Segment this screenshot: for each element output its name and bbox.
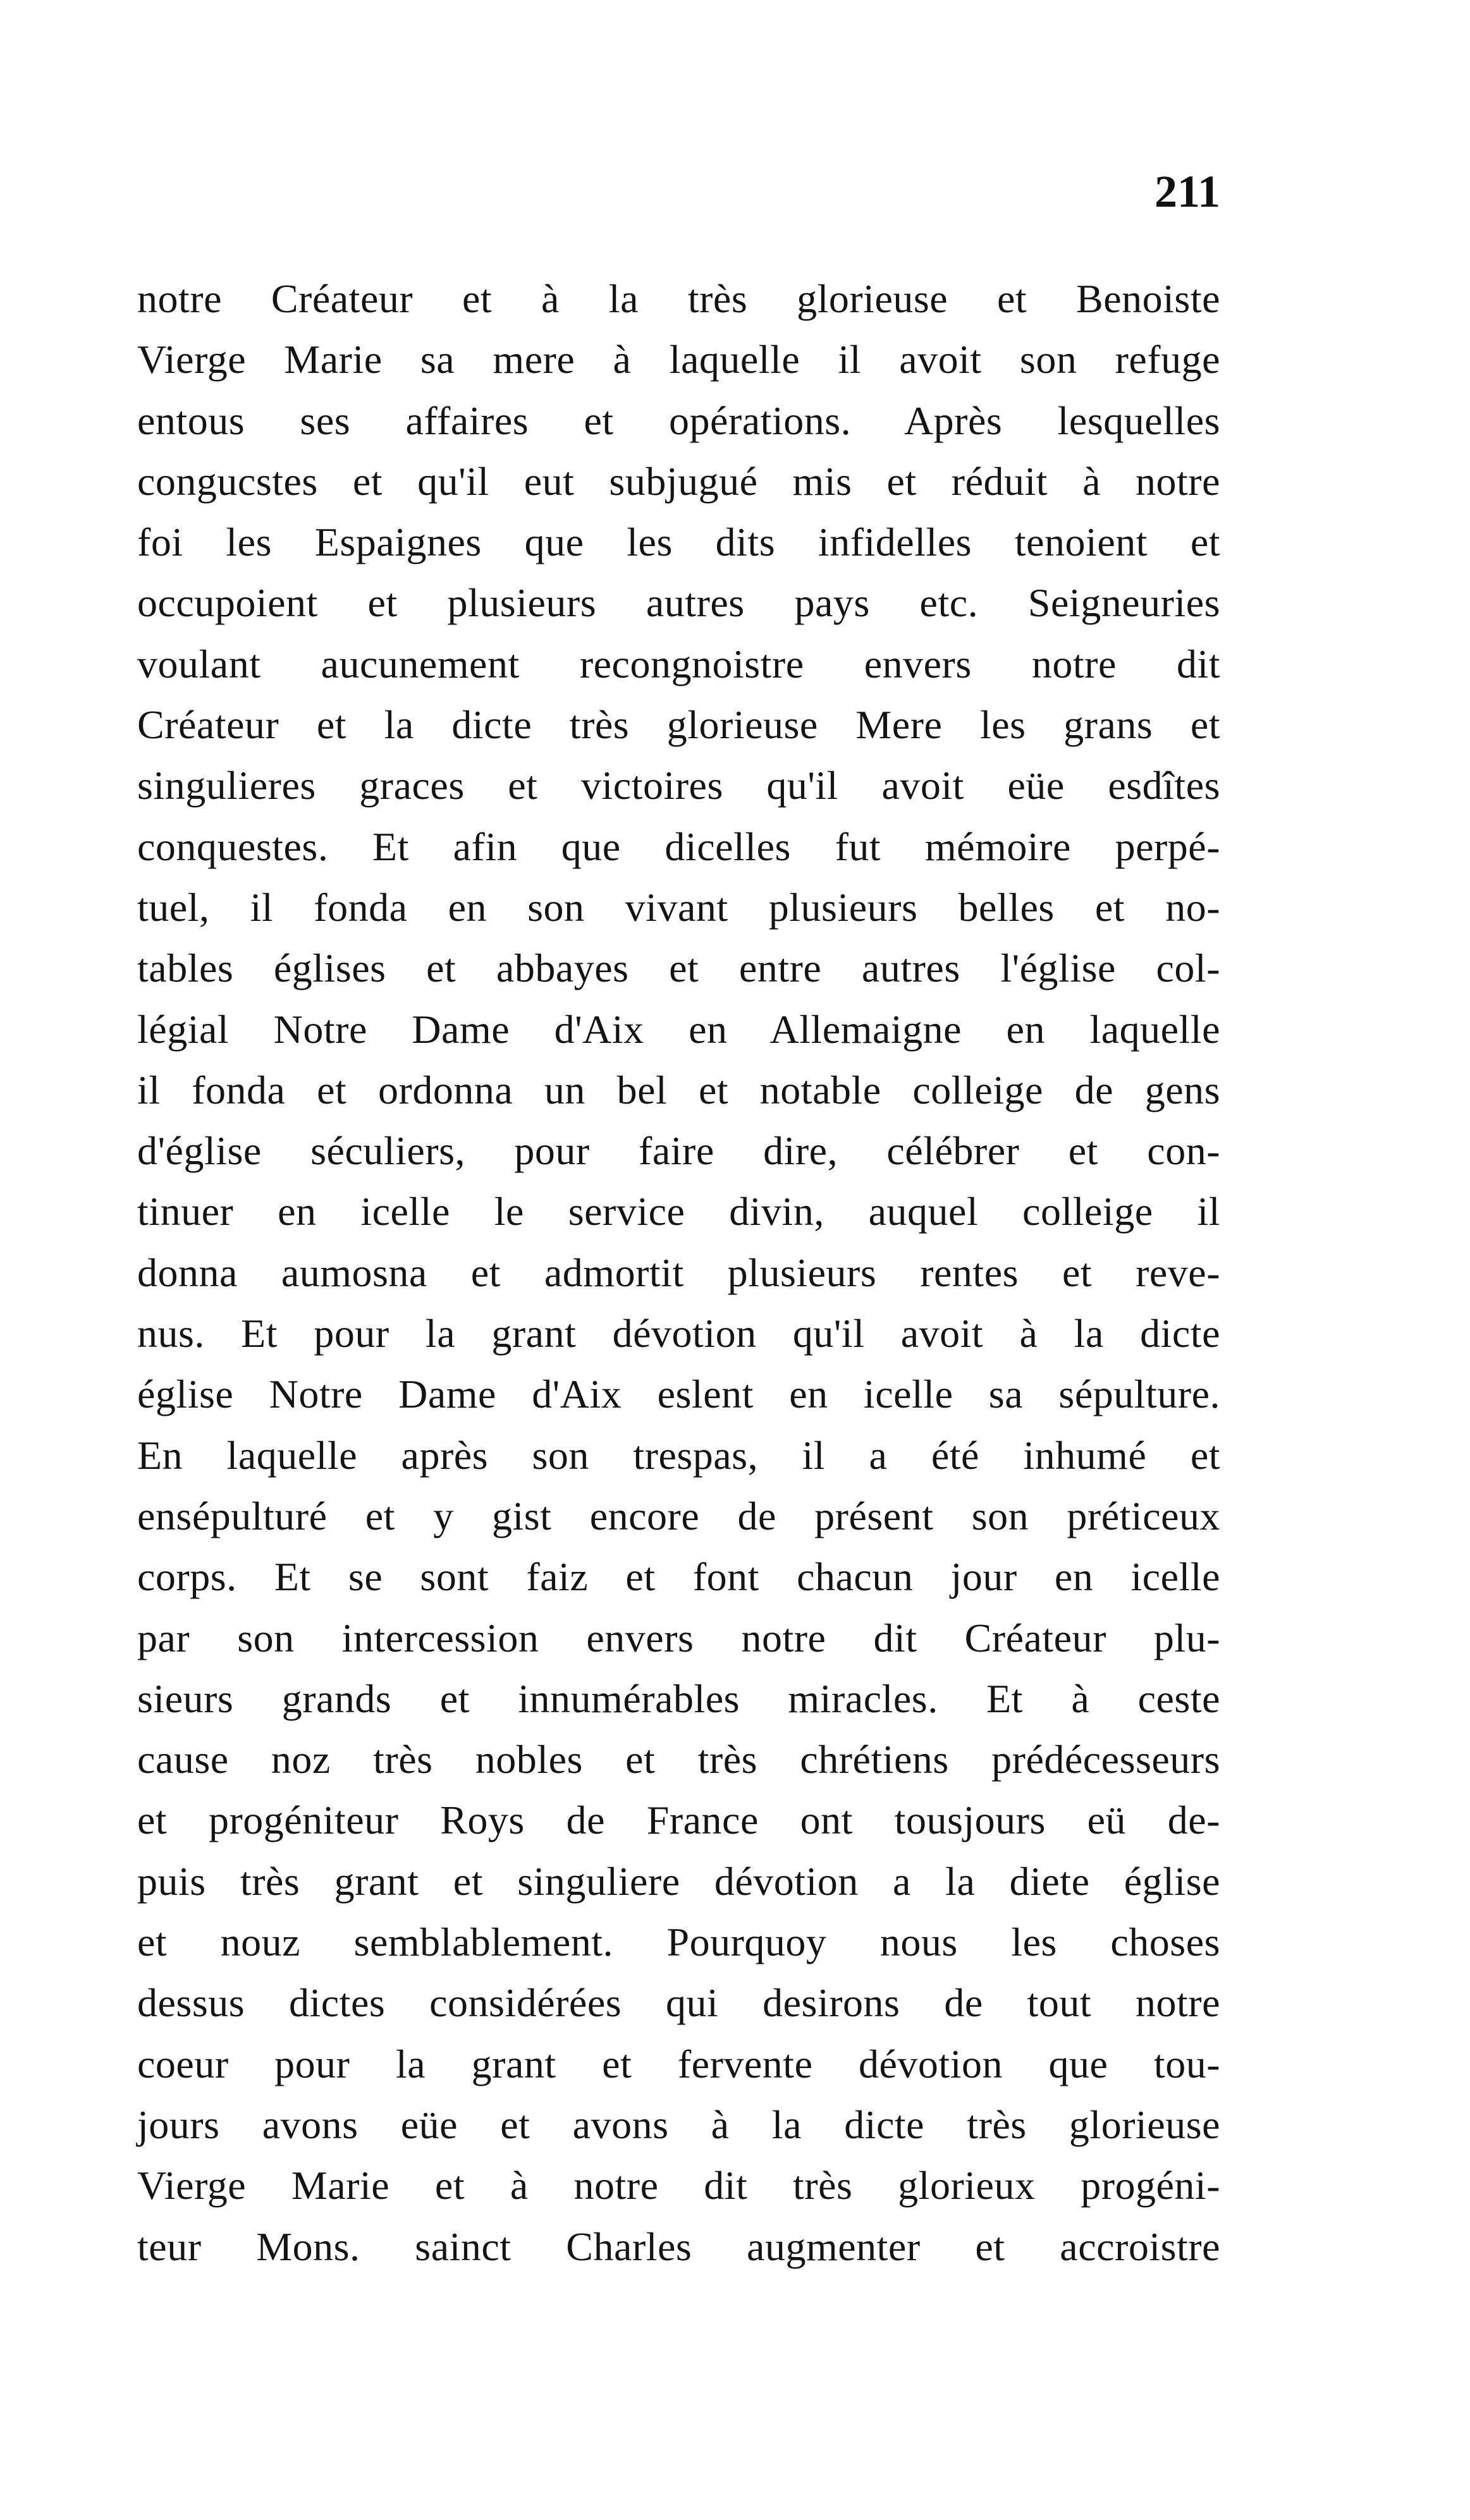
text-line: église Notre Dame d'Aix eslent en icelle sa sépulture. xyxy=(137,1372,1220,1417)
text-line: voulant aucunement recongnoistre envers notre dit xyxy=(137,641,1220,686)
text-line: notre Créateur et à la très glorieuse et Benoiste xyxy=(137,276,1220,321)
text-line: occupoient et plusieurs autres pays etc. Seigneuries xyxy=(137,580,1220,626)
text-line: donna aumosna et admortit plusieurs rentes et reve- xyxy=(137,1250,1220,1295)
text-line: tuel, il fonda en son vivant plusieurs belles et no- xyxy=(137,884,1220,930)
text-line: Vierge Marie et à notre dit très glorieux progéni- xyxy=(137,2163,1220,2208)
text-line: teur Mons. sainct Charles augmenter et accroistre xyxy=(137,2224,1220,2269)
text-line: tables églises et abbayes et entre autres l'église col- xyxy=(137,946,1220,991)
text-line: entous ses affaires et opérations. Après lesquelles xyxy=(137,398,1220,443)
text-line: corps. Et se sont faiz et font chacun jour en icelle xyxy=(137,1554,1220,1600)
text-line: légial Notre Dame d'Aix en Allemaigne en laquelle xyxy=(137,1006,1220,1052)
page-number: 211 xyxy=(1154,166,1220,217)
text-line: sieurs grands et innumérables miracles. Et à ceste xyxy=(137,1676,1220,1721)
text-line: En laquelle après son trespas, il a été inhumé et xyxy=(137,1432,1220,1478)
text-line: congucstes et qu'il eut subjugué mis et réduit à notre xyxy=(137,458,1220,504)
text-line: cause noz très nobles et très chrétiens prédécesseurs xyxy=(137,1737,1220,1782)
body-text xyxy=(137,269,1220,2277)
text-line: ensépulturé et y gist encore de présent son préticeux xyxy=(137,1493,1220,1538)
text-line: singulieres graces et victoires qu'il avoit eüe esdîtes xyxy=(137,763,1220,808)
text-line: dessus dictes considérées qui desirons de tout notre xyxy=(137,1980,1220,2026)
text-line: nus. Et pour la grant dévotion qu'il avoit à la dicte xyxy=(137,1311,1220,1356)
text-line: et progéniteur Roys de France ont tousjours eü de- xyxy=(137,1798,1220,1843)
text-line: et nouz semblablement. Pourquoy nous les choses xyxy=(137,1920,1220,1965)
text-line: conquestes. Et afin que dicelles fut mémoire perpé- xyxy=(137,824,1220,869)
text-line: d'église séculiers, pour faire dire, célébrer et con- xyxy=(137,1128,1220,1174)
text-line: puis très grant et singuliere dévotion a la diete église xyxy=(137,1858,1220,1904)
text-line: Créateur et la dicte très glorieuse Mere les grans et xyxy=(137,702,1220,748)
text-line: coeur pour la grant et fervente dévotion que tou- xyxy=(137,2041,1220,2086)
text-line: par son intercession envers notre dit Créateur plu- xyxy=(137,1615,1220,1660)
text-line: foi les Espaignes que les dits infidelles tenoient et xyxy=(137,520,1220,565)
text-line: tinuer en icelle le service divin, auquel colleige il xyxy=(137,1189,1220,1234)
text-line: jours avons eüe et avons à la dicte très glorieuse xyxy=(137,2102,1220,2147)
text-line: il fonda et ordonna un bel et notable colleige de gens xyxy=(137,1067,1220,1112)
text-line: Vierge Marie sa mere à laquelle il avoit son refuge xyxy=(137,337,1220,382)
